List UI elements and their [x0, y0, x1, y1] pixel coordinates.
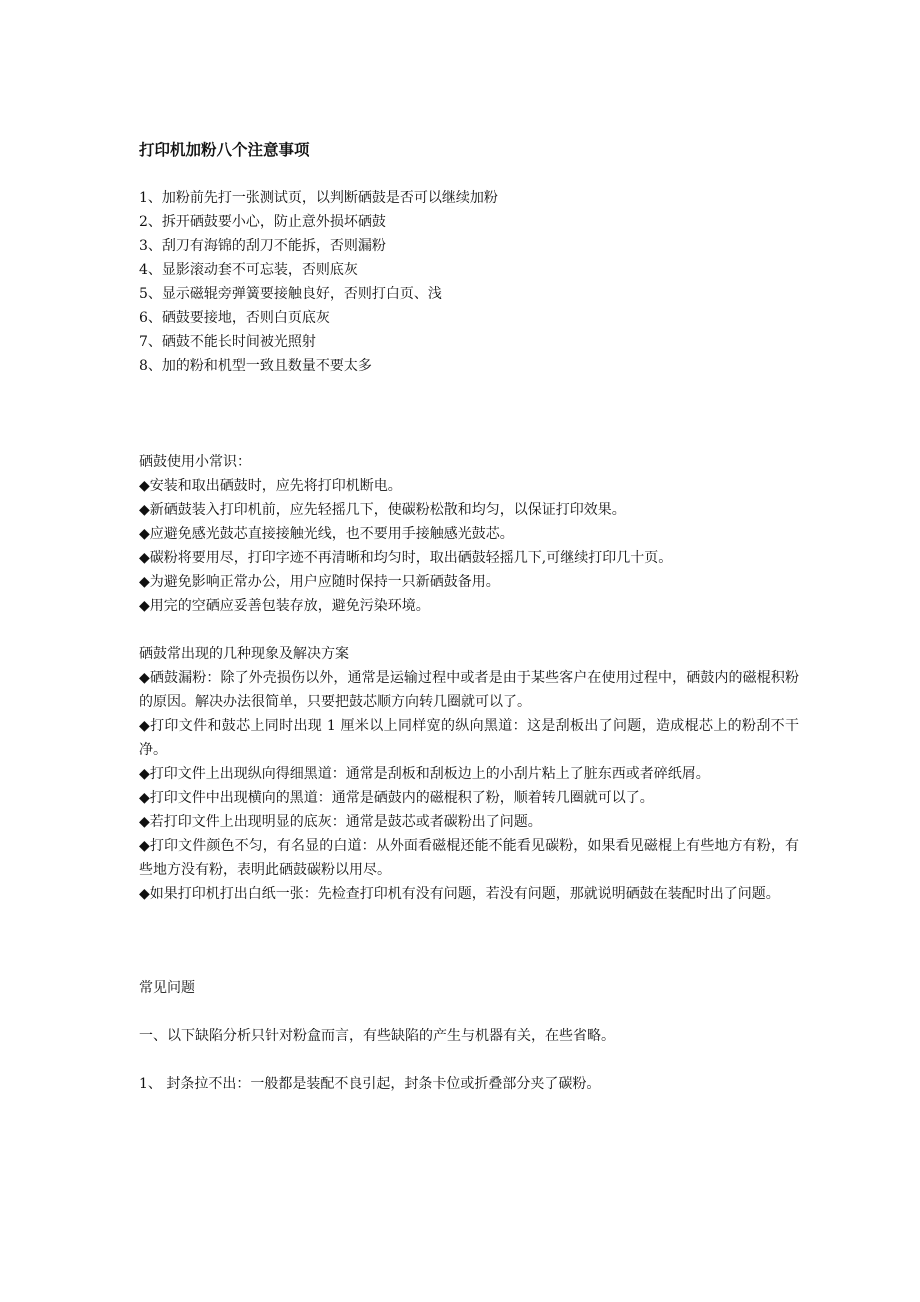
spacer [139, 1000, 799, 1024]
problems-section [139, 642, 799, 906]
problem-item: ◆打印文件中出现横向的黑道：通常是硒鼓内的磁棍积了粉，顺着转几圈就可以了。 [139, 790, 654, 806]
problem-item: ◆硒鼓漏粉：除了外壳损伤以外，通常是运输过程中或者是由于某些客户在使用过程中，硒鼓内的磁棍积粉的原因。解决办法很简单，只要把鼓芯顺方向转几圈就可以了。 [139, 670, 799, 710]
tip-item: 5、显示磁辊旁弹簧要接触良好，否则打白页、浅 [139, 286, 442, 302]
tip-item: 3、刮刀有海锦的刮刀不能拆，否则漏粉 [139, 238, 386, 254]
tip-item: 6、硒鼓要接地，否则白页底灰 [139, 310, 330, 326]
tip-item: 4、显影滚动套不可忘装，否则底灰 [139, 262, 358, 278]
document-content [139, 138, 799, 1096]
tips-list [139, 186, 799, 378]
problem-item: ◆打印文件颜色不匀，有名显的白道：从外面看磁棍还能不能看见碳粉，如果看见磁棍上有些地方有粉，有些地方没有粉，表明此硒鼓碳粉以用尽。 [139, 838, 799, 878]
faq-section [139, 976, 799, 1096]
tip-item: 2、拆开硒鼓要小心，防止意外损坏硒鼓 [139, 214, 386, 230]
tip-item: 7、硒鼓不能长时间被光照射 [139, 334, 316, 350]
spacer [139, 1048, 799, 1072]
usage-item: ◆应避免感光鼓芯直接接触光线，也不要用手接触感光鼓芯。 [139, 526, 514, 542]
problems-heading: 硒鼓常出现的几种现象及解决方案 [139, 646, 349, 662]
usage-item: ◆碳粉将要用尽，打印字迹不再清晰和均匀时，取出硒鼓轻摇几下,可继续打印几十页。 [139, 550, 673, 566]
problem-item: ◆打印文件上出现纵向得细黑道：通常是刮板和刮板边上的小刮片粘上了脏东西或者碎纸屑。 [139, 766, 710, 782]
faq-intro: 一、以下缺陷分析只针对粉盒而言，有些缺陷的产生与机器有关，在些省略。 [139, 1028, 615, 1044]
problem-item: ◆如果打印机打出白纸一张：先检查打印机有没有问题，若没有问题，那就说明硒鼓在装配时出了问题。 [139, 886, 780, 902]
document-title: 打印机加粉八个注意事项 [139, 141, 310, 159]
spacer [139, 162, 799, 186]
usage-section [139, 450, 799, 618]
tip-item: 8、加的粉和机型一致且数量不要太多 [139, 358, 372, 374]
faq-heading: 常见问题 [139, 980, 195, 996]
problem-item: ◆若打印文件上出现明显的底灰：通常是鼓芯或者碳粉出了问题。 [139, 814, 542, 830]
usage-item: ◆用完的空硒应妥善包装存放，避免污染环境。 [139, 598, 430, 614]
tip-item: 1、加粉前先打一张测试页，以判断硒鼓是否可以继续加粉 [139, 190, 498, 206]
faq-item: 1、 封条拉不出：一般都是装配不良引起，封条卡位或折叠部分夹了碳粉。 [139, 1076, 601, 1092]
spacer [139, 906, 799, 976]
spacer [139, 378, 799, 450]
usage-item: ◆为避免影响正常办公，用户应随时保持一只新硒鼓备用。 [139, 574, 500, 590]
usage-heading: 硒鼓使用小常识： [139, 454, 251, 470]
usage-item: ◆新硒鼓装入打印机前，应先轻摇几下，使碳粉松散和均匀，以保证打印效果。 [139, 502, 626, 518]
usage-item: ◆安装和取出硒鼓时，应先将打印机断电。 [139, 478, 402, 494]
problem-item: ◆打印文件和鼓芯上同时出现 1 厘米以上同样宽的纵向黑道：这是刮板出了问题，造成棍芯上的粉刮不干净。 [139, 718, 799, 758]
spacer [139, 618, 799, 642]
